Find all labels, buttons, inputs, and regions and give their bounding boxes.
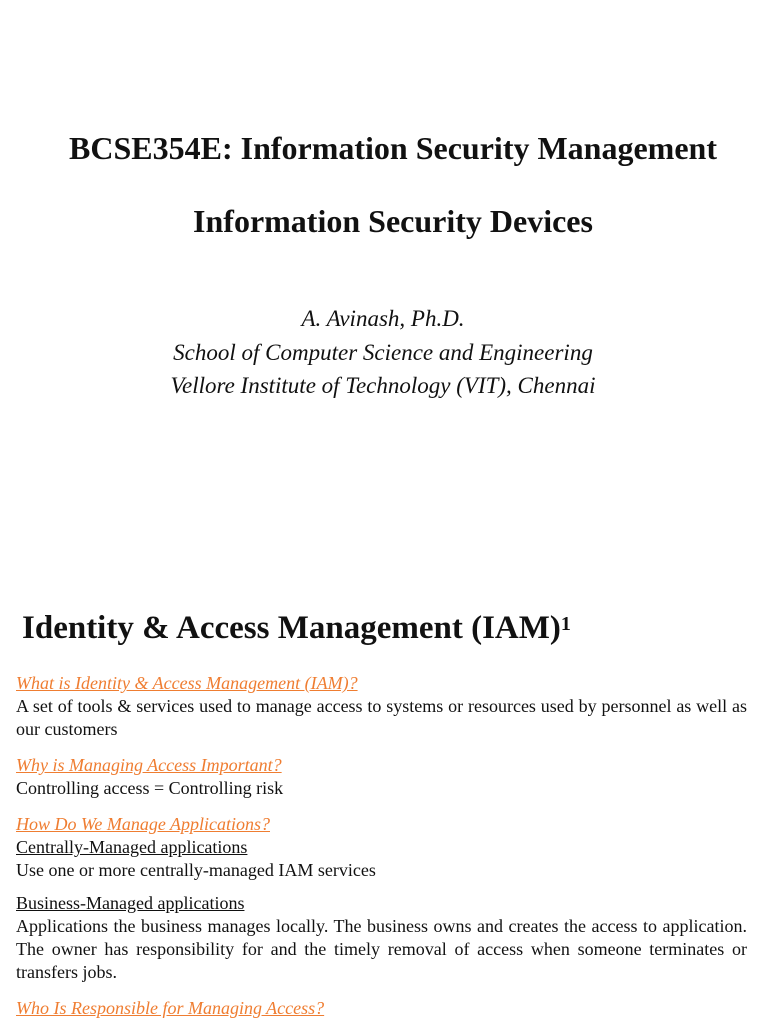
author-block xyxy=(0,302,766,403)
iam-slide xyxy=(0,580,768,1024)
footnote-marker: 1 xyxy=(560,613,571,635)
author-institute: Vellore Institute of Technology (VIT), Chennai xyxy=(170,373,596,398)
question-how-manage: How Do We Manage Applications? xyxy=(16,814,270,834)
business-apps-heading: Business-Managed applications xyxy=(16,893,245,913)
central-apps-heading: Centrally-Managed applications xyxy=(16,837,248,857)
topic-title: Information Security Devices xyxy=(193,203,593,239)
answer-why-important: Controlling access = Controlling risk xyxy=(16,778,284,798)
answer-what-is-iam: A set of tools & services used to manage access to systems or resources used by personnel as well as our customers xyxy=(16,696,747,739)
question-what-is-iam: What is Identity & Access Management (IAM)? xyxy=(16,673,358,693)
author-name: A. Avinash, Ph.D. xyxy=(301,306,465,331)
iam-content xyxy=(16,672,747,1020)
central-apps-text: Use one or more centrally-managed IAM services xyxy=(16,860,376,880)
business-apps-text: Applications the business manages locally. The business owns and creates the access to application. The owner has responsibility for and the timely removal of access when someone terminates or transfers jobs. xyxy=(16,916,747,982)
author-school: School of Computer Science and Engineering xyxy=(173,339,593,365)
question-why-important: Why is Managing Access Important? xyxy=(16,755,282,775)
course-title: BCSE354E: Information Security Management xyxy=(69,130,717,166)
iam-slide-title xyxy=(22,608,571,648)
question-who-responsible: Who Is Responsible for Managing Access? xyxy=(16,998,325,1018)
iam-title-text: Identity & Access Management (IAM) xyxy=(22,610,561,646)
